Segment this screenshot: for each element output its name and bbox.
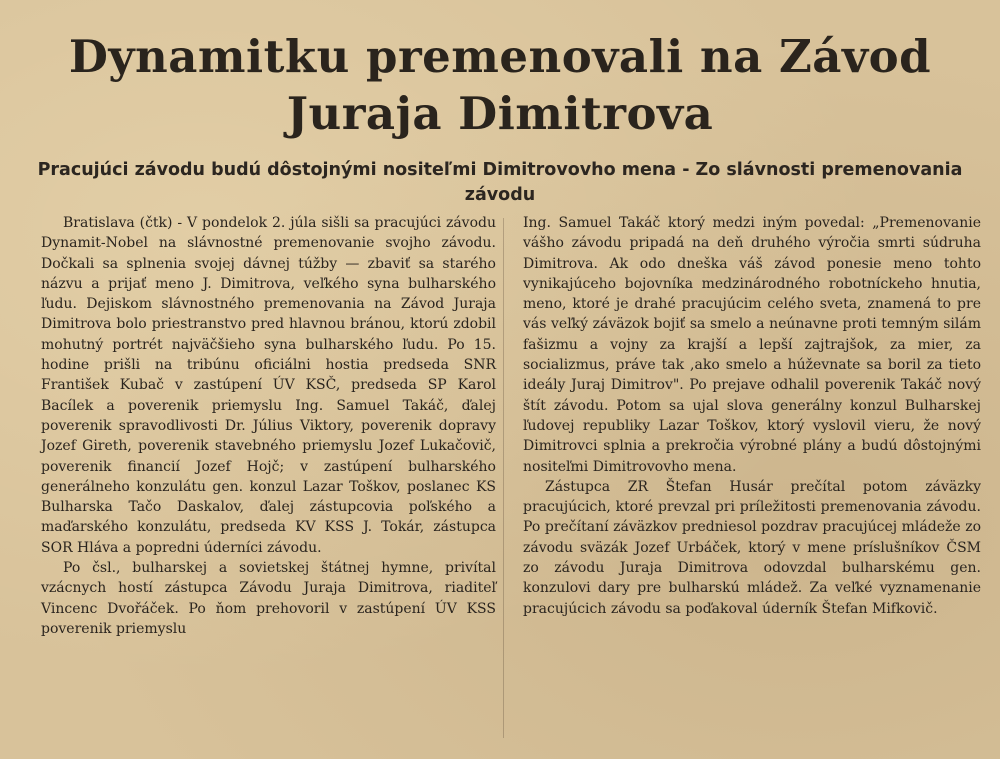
- article-column-left: [41, 213, 496, 639]
- paragraph: Zástupca ZR Štefan Husár prečítal potom záväzky pracujúcich, ktoré prevzal pri príležitosti premenovania závodu. Po prečítaní záväzkov predniesol pozdrav pracujúcej mládeže zo závodu sväzák Jozef Urbáček, ktorý v mene príslušníkov ČSM zo závodu Juraja Dimitrova odovzdal bulharskému gen. konzulovi dary pre bulharskú mládež. Za veľké vyznamenanie pracujúcich závodu sa poďakoval úderník Štefan Mifkovič.: [523, 478, 981, 617]
- paragraph: Bratislava (čtk) - V pondelok 2. júla sišli sa pracujúci závodu Dynamit-Nobel na slávnostné premenovanie svojho závodu. Dočkali sa splnenia svojej dávnej túžby — zbaviť sa starého názvu a prijať meno J. Dimitrova, veľkého syna bulharského ľudu. Dejiskom slávnostného premenovania na Závod Juraja Dimitrova bolo priestranstvo pred hlavnou bránou, ktorú zdobil mohutný portrét najväčšieho syna bulharského ľudu. Po 15. hodine prišli na tribúnu oficiálni hostia predseda SNR František Kubač v zastúpení ÚV KSČ, predseda SP Karol Bacílek a poverenik priemyslu Ing. Samuel Takáč, ďalej poverenik spravodlivosti Dr. Július Viktory, poverenik dopravy Jozef Gireth, poverenik stavebného priemyslu Jozef Lukačovič, poverenik financií Jozef Hojč; v zastúpení bulharského generálneho konzulátu gen. konzul Lazar Toškov, poslanec KS Bulharska Tačo Daskalov, ďalej zástupcovia poľského a maďarského konzulátu, predseda KV KSS J. Tokár, zástupca SOR Hláva a popredni úderníci závodu.: [41, 215, 496, 556]
- subheadline: Pracujúci závodu budú dôstojnými nositeľmi Dimitrovovho mena - Zo slávnosti premenovania závodu: [37, 160, 963, 205]
- headline-line-2: Juraja Dimitrova: [286, 87, 714, 140]
- article-column-right: [523, 213, 981, 619]
- column-divider: [503, 218, 504, 738]
- paragraph: Po čsl., bulharskej a sovietskej štátnej hymne, privítal vzácnych hostí zástupca Závodu Juraja Dimitrova, riaditeľ Vincenc Dvořáček. Po ňom prehovoril v zastúpení ÚV KSS poverenik priemyslu: [41, 560, 496, 637]
- headline: [0, 28, 1000, 142]
- headline-line-1: Dynamitku premenovali na Závod: [68, 30, 932, 83]
- paragraph: Ing. Samuel Takáč ktorý medzi iným povedal: „Premenovanie vášho závodu pripadá na deň druhého výročia smrti súdruha Dimitrova. Ak odo dneška váš závod ponesie meno tohto vynikajúceho bojovníka medzinárodného robotníckeho hnutia, meno, ktoré je drahé pracujúcim celého sveta, znamená to pre vás veľký záväzok bojiť sa smelo a neúnavne proti temným silám fašizmu a vojny za krajší a lepší zajtrajšok, za mier, za socializmus, práve tak ,ako smelo a húževnate sa boril za tieto ideály Juraj Dimitrov". Po prejave odhalil poverenik Takáč nový štít závodu. Potom sa ujal slova generálny konzul Bulharskej ľudovej republiky Lazar Toškov, ktorý vyslovil vieru, že nový Dimitrovci splnia a prekročia výrobné plány a budú dôstojnými nositeľmi Dimitrovovho mena.: [523, 215, 981, 475]
